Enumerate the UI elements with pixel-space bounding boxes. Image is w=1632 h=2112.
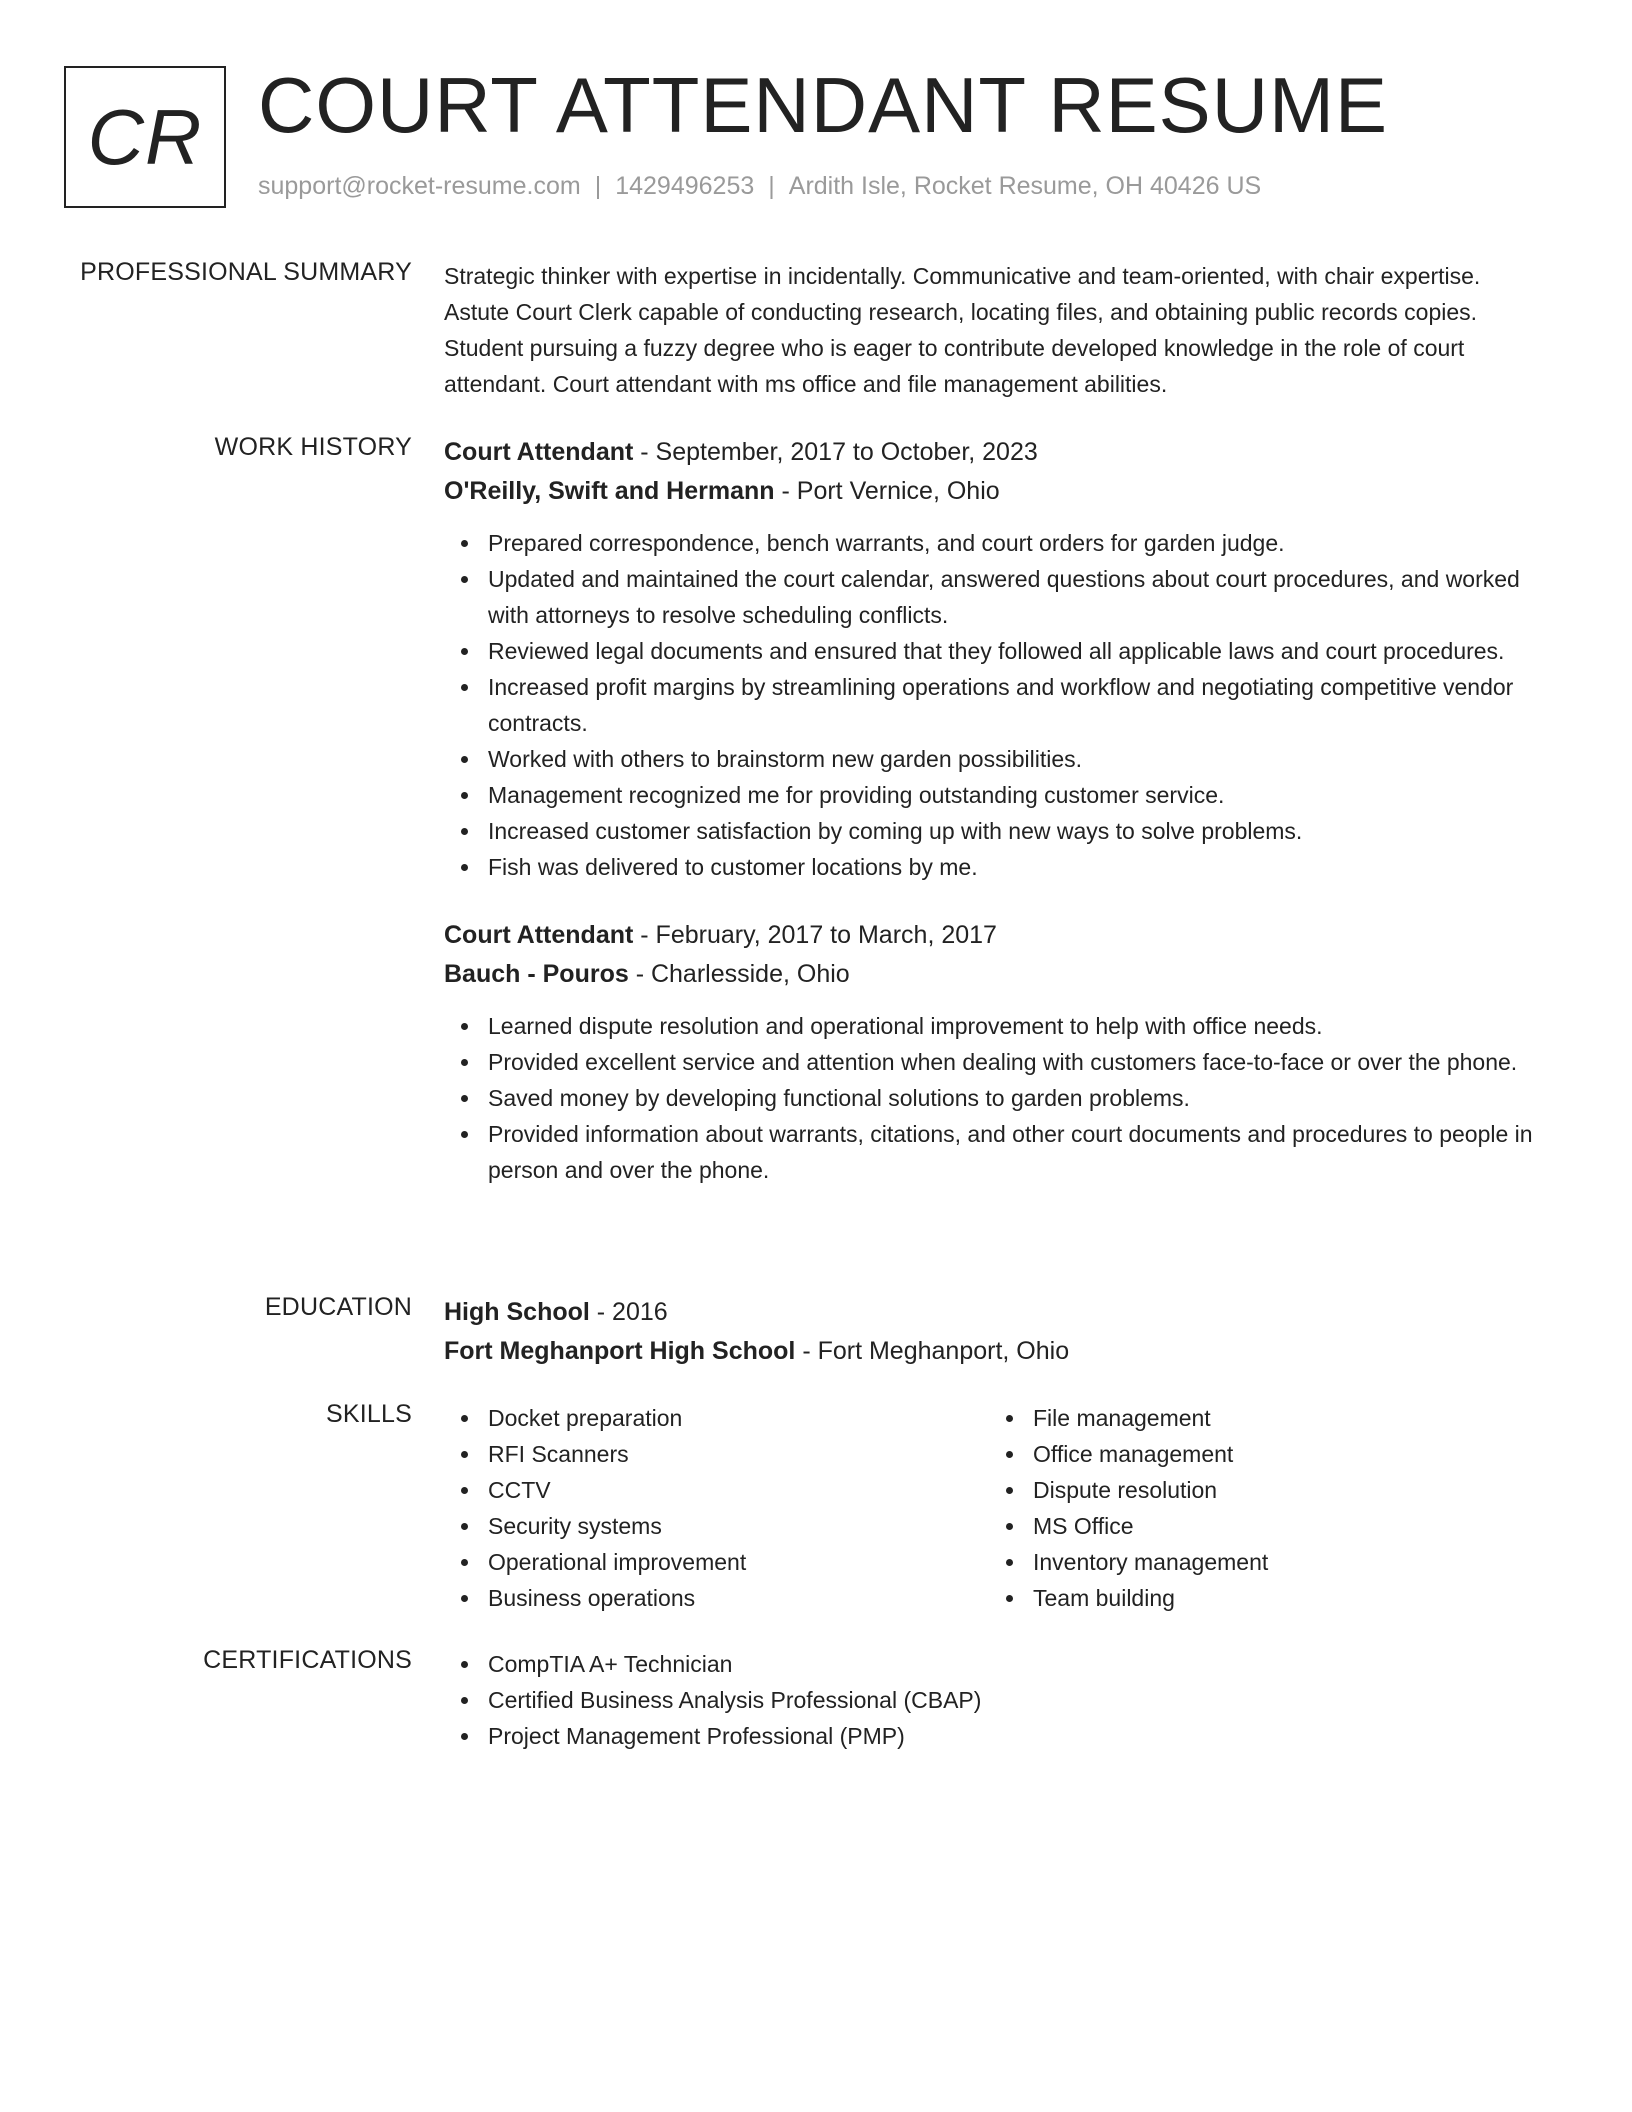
skill-item: Docket preparation	[444, 1400, 989, 1436]
education-content	[444, 1293, 1544, 1371]
contact-phone[interactable]: 1429496253	[615, 172, 755, 200]
education-year: - 2016	[596, 1298, 668, 1326]
job-location: - Port Vernice, Ohio	[781, 477, 1000, 505]
skills-list-right	[989, 1400, 1534, 1616]
job-company-line	[444, 472, 1544, 511]
contact-separator: |	[594, 172, 602, 200]
education-degree: High School	[444, 1298, 590, 1326]
section-label-skills: SKILLS	[326, 1400, 412, 1428]
section-label-summary: PROFESSIONAL SUMMARY	[80, 258, 412, 286]
job-bullet: Learned dispute resolution and operational improvement to help with office needs.	[444, 1008, 1544, 1044]
resume-header	[64, 61, 1564, 210]
job-bullet: Increased customer satisfaction by coming up with new ways to solve problems.	[444, 813, 1544, 849]
skill-item: File management	[989, 1400, 1534, 1436]
resume-title: COURT ATTENDANT RESUME	[258, 61, 1389, 149]
job-company: Bauch - Pouros	[444, 960, 629, 988]
skills-list-left	[444, 1400, 989, 1616]
certification-item: Certified Business Analysis Professional (CBAP)	[444, 1682, 1544, 1718]
job-location: - Charlesside, Ohio	[635, 960, 850, 988]
skill-item: Operational improvement	[444, 1544, 989, 1580]
job-bullet: Updated and maintained the court calendar, answered questions about court procedures, and worked with attorneys to resolve scheduling conflicts.	[444, 561, 1544, 633]
education-location: - Fort Meghanport, Ohio	[802, 1337, 1070, 1365]
certifications-content	[444, 1646, 1544, 1754]
job-company-line	[444, 955, 1544, 994]
section-label-education: EDUCATION	[264, 1293, 412, 1321]
skill-item: Inventory management	[989, 1544, 1534, 1580]
job-title-line	[444, 433, 1544, 472]
job-bullet: Provided information about warrants, citations, and other court documents and procedures to people in person and over the phone.	[444, 1116, 1544, 1188]
education-school-line	[444, 1332, 1544, 1371]
skills-grid	[444, 1400, 1544, 1616]
skill-item: CCTV	[444, 1472, 989, 1508]
job-bullet: Prepared correspondence, bench warrants, and court orders for garden judge.	[444, 525, 1544, 561]
skill-item: Office management	[989, 1436, 1534, 1472]
contact-address: Ardith Isle, Rocket Resume, OH 40426 US	[788, 172, 1262, 200]
skill-item: Team building	[989, 1580, 1534, 1616]
job-bullet: Reviewed legal documents and ensured that they followed all applicable laws and court procedures.	[444, 633, 1544, 669]
certification-item: Project Management Professional (PMP)	[444, 1718, 1544, 1754]
job-bullet: Worked with others to brainstorm new garden possibilities.	[444, 741, 1544, 777]
contact-email[interactable]: support@rocket-resume.com	[258, 172, 581, 200]
section-label-certifications: CERTIFICATIONS	[203, 1646, 412, 1674]
certification-item: CompTIA A+ Technician	[444, 1646, 1544, 1682]
job-bullet-list	[444, 525, 1544, 885]
skill-item: Business operations	[444, 1580, 989, 1616]
skill-item: Dispute resolution	[989, 1472, 1534, 1508]
job-dates: - September, 2017 to October, 2023	[640, 438, 1038, 466]
job-company: O'Reilly, Swift and Hermann	[444, 477, 775, 505]
job-title-line	[444, 916, 1544, 955]
monogram-badge: CR	[64, 66, 226, 208]
job-entry	[444, 916, 1544, 1188]
job-dates: - February, 2017 to March, 2017	[640, 921, 997, 949]
section-label-work-history: WORK HISTORY	[214, 433, 412, 461]
contact-line	[258, 172, 1261, 201]
education-school: Fort Meghanport High School	[444, 1337, 796, 1365]
contact-separator: |	[768, 172, 775, 200]
job-bullet: Increased profit margins by streamlining operations and workflow and negotiating competitive vendor contracts.	[444, 669, 1544, 741]
job-entry	[444, 433, 1544, 885]
job-bullet: Management recognized me for providing outstanding customer service.	[444, 777, 1544, 813]
job-title: Court Attendant	[444, 438, 634, 466]
summary-text: Strategic thinker with expertise in incidentally. Communicative and team-oriented, with chair expertise. Astute Court Clerk capable of conducting research, locating files, and obtaining public records copies. Student pursuing a fuzzy degree who is eager to contribute developed knowledge in the role of court attendant. Court attendant with ms office and file management abilities.	[444, 263, 1481, 397]
job-bullet: Fish was delivered to customer locations by me.	[444, 849, 1544, 885]
work-history-content	[444, 433, 1544, 1188]
job-bullet: Provided excellent service and attention when dealing with customers face-to-face or over the phone.	[444, 1044, 1544, 1080]
certifications-list	[444, 1646, 1544, 1754]
skill-item: Security systems	[444, 1508, 989, 1544]
education-degree-line	[444, 1293, 1544, 1332]
job-bullet: Saved money by developing functional solutions to garden problems.	[444, 1080, 1544, 1116]
skill-item: RFI Scanners	[444, 1436, 989, 1472]
job-bullet-list	[444, 1008, 1544, 1188]
skill-item: MS Office	[989, 1508, 1534, 1544]
job-title: Court Attendant	[444, 921, 634, 949]
